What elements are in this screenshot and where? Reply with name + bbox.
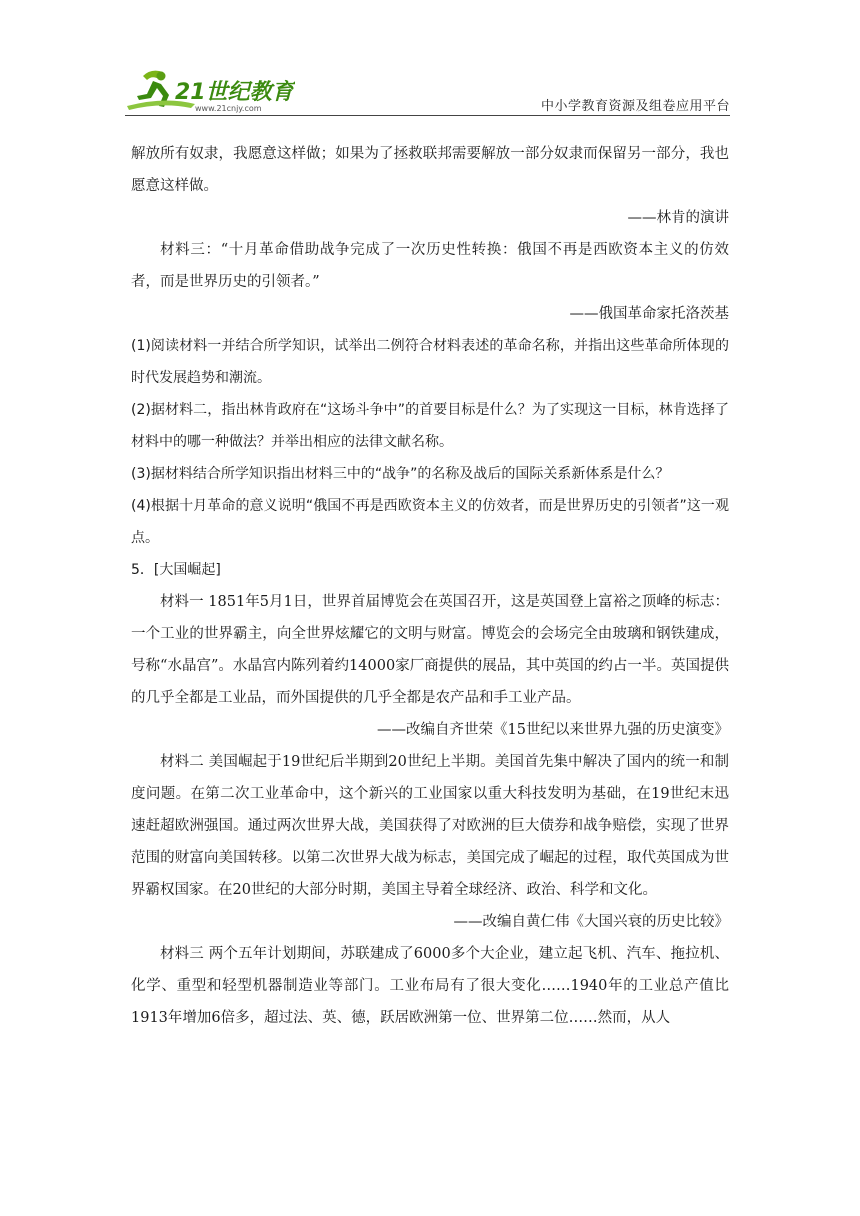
material-paragraph: 材料一 1851年5月1日，世界首届博览会在英国召开，这是英国登上富裕之顶峰的标志：一个工业的世界霸主，向全世界炫耀它的文明与财富。博览会的会场完全由玻璃和钢铁建成，号称“水晶宫”。水晶宫内陈列着约14000家厂商提供的展品，其中英国的约占一半。英国提供的几乎全都是工业品，而外国提供的几乎全都是农产品和手工业产品。 bbox=[131, 594, 729, 706]
question-item: 5．[大国崛起] bbox=[131, 562, 221, 578]
source-citation: ——改编自黄仁伟《大国兴衰的历史比较》 bbox=[453, 914, 729, 930]
question-item: (1)阅读材料一并结合所学知识，试举出二例符合材料表述的革命名称，并指出这些革命所体现的时代发展趋势和潮流。 bbox=[131, 338, 729, 386]
svg-text:www.21cnjy.com: www.21cnjy.com bbox=[195, 104, 262, 113]
material-paragraph: 材料三 两个五年计划期间，苏联建成了6000多个大企业，建立起飞机、汽车、拖拉机、化学、重型和轻型机器制造业等部门。工业布局有了很大变化……1940年的工业总产值比1913年增加6倍多，超过法、英、德，跃居欧洲第一位、世界第二位……然而，从人 bbox=[131, 946, 729, 1026]
material-paragraph: 材料三：“十月革命借助战争完成了一次历史性转换：俄国不再是西欧资本主义的仿效者，而是世界历史的引领者。” bbox=[131, 242, 729, 290]
question-item: (3)据材料结合所学知识指出材料三中的“战争”的名称及战后的国际关系新体系是什么？ bbox=[131, 466, 670, 482]
question-item: (2)据材料二，指出林肯政府在“这场斗争中”的首要目标是什么？为了实现这一目标，林肯选择了材料中的哪一种做法？并举出相应的法律文献名称。 bbox=[131, 402, 729, 450]
question-item: (4)根据十月革命的意义说明“俄国不再是西欧资本主义的仿效者，而是世界历史的引领者”这一观点。 bbox=[131, 498, 729, 546]
source-citation: ——改编自齐世荣《15世纪以来世界九强的历史演变》 bbox=[377, 722, 729, 738]
svg-text:21世纪教育: 21世纪教育 bbox=[175, 80, 294, 105]
material-paragraph: 材料二 美国崛起于19世纪后半期到20世纪上半期。美国首先集中解决了国内的统一和制度问题。在第二次工业革命中，这个新兴的工业国家以重大科技发明为基础，在19世纪末迅速赶超欧洲强国。通过两次世界大战，美国获得了对欧洲的巨大债券和战争赔偿，实现了世界范围的财富向美国转移。以第二次世界大战为标志，美国完成了崛起的过程，取代英国成为世界霸权国家。在20世纪的大部分时期，美国主导着全球经济、政治、科学和文化。 bbox=[131, 754, 729, 898]
page-header bbox=[125, 66, 730, 116]
source-citation: ——俄国革命家托洛茨基 bbox=[569, 306, 729, 322]
platform-title: 中小学教育资源及组卷应用平台 bbox=[540, 99, 730, 114]
header-divider bbox=[125, 115, 730, 116]
document-body bbox=[131, 138, 729, 1034]
source-citation: ——林肯的演讲 bbox=[627, 210, 729, 226]
text-paragraph: 解放所有奴隶，我愿意这样做；如果为了拯救联邦需要解放一部分奴隶而保留另一部分，我也愿意这样做。 bbox=[131, 146, 729, 194]
21cnjy-logo bbox=[125, 66, 295, 114]
